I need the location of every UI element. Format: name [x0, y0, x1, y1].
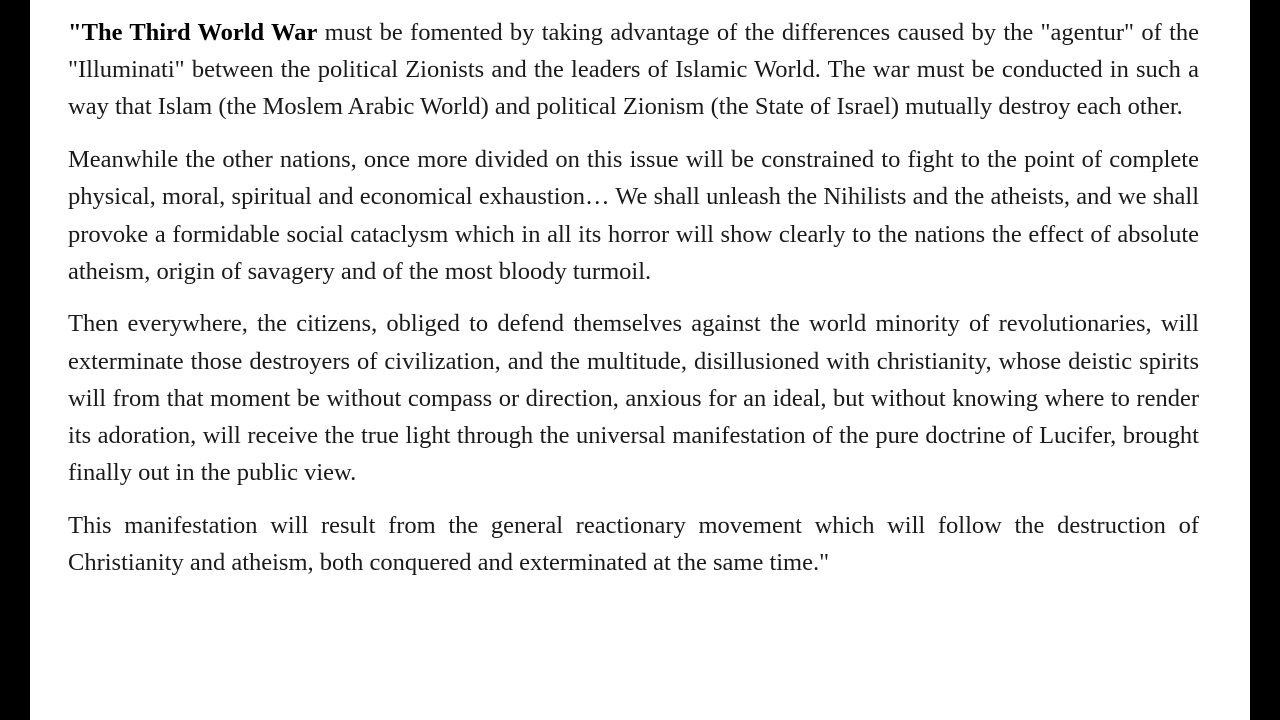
paragraph-2: Meanwhile the other nations, once more divided on this issue will be constrained to fight to the point of complete physical, moral, spiritual and economical exhaustion… We shall unleash the Nihilists and the atheists, and we shall provoke a formidable social cataclysm which in all its horror will show clearly to the nations the effect of absolute atheism, origin of savagery and of the most bloody turmoil. [68, 146, 1199, 285]
bold-heading-phrase: The Third World War [81, 19, 318, 46]
open-quote-mark: " [68, 19, 82, 46]
paragraph-4: This manifestation will result from the general reactionary movement which will follow the destruction of Christianity and atheism, both conquered and exterminated at the same time." [68, 511, 1199, 577]
quote-text-block [68, 14, 1199, 597]
paragraph-1-text: must be fomented by taking advantage of the differences caused by the "agentur" of the "Illuminati" between the political Zionists and the leaders of Islamic World. The war must be conducted in such a way that Islam (the Moslem Arabic World) and political Zionism (the State of Israel) mutually destroy each other. [68, 19, 1199, 121]
paragraph-1 [68, 14, 1199, 126]
paragraph-3: Then everywhere, the citizens, obliged to defend themselves against the world minority of revolutionaries, will exterminate those destroyers of civilization, and the multitude, disillusioned with christianity, whose deistic spirits will from that moment be without compass or direction, anxious for an ideal, but without knowing where to render its adoration, will receive the true light through the universal manifestation of the pure doctrine of Lucifer, brought finally out in the public view. [68, 310, 1199, 487]
document-page [30, 0, 1250, 720]
